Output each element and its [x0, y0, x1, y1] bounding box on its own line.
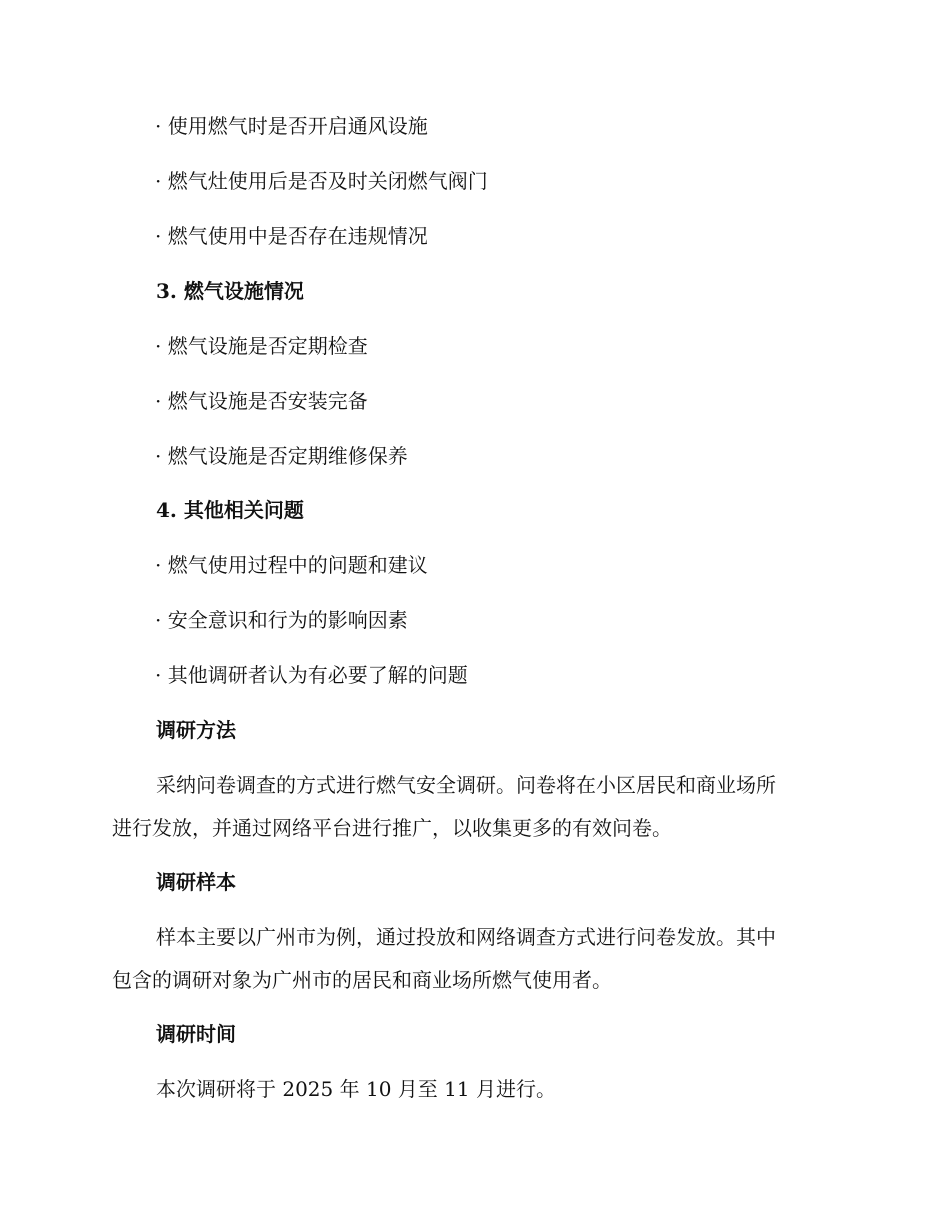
paragraph-line: 采纳问卷调查的方式进行燃气安全调研。问卷将在小区居民和商业场所: [156, 773, 776, 797]
list-item: · 燃气设施是否定期检查: [155, 334, 368, 358]
section-heading: 调研样本: [156, 870, 236, 894]
list-item: · 其他调研者认为有必要了解的问题: [155, 663, 468, 687]
list-item: · 燃气使用过程中的问题和建议: [155, 553, 428, 577]
section-heading: 4. 其他相关问题: [156, 498, 304, 522]
section-heading: 调研方法: [156, 718, 236, 742]
section-heading: 调研时间: [156, 1022, 236, 1046]
list-item: · 燃气设施是否定期维修保养: [155, 444, 408, 468]
list-item: · 燃气灶使用后是否及时关闭燃气阀门: [155, 169, 488, 193]
section-heading: 3. 燃气设施情况: [156, 279, 304, 303]
list-item: · 燃气使用中是否存在违规情况: [155, 224, 428, 248]
paragraph-line: 包含的调研对象为广州市的居民和商业场所燃气使用者。: [112, 968, 612, 992]
paragraph-line: 本次调研将于 2025 年 10 月至 11 月进行。: [156, 1077, 556, 1101]
list-item: · 燃气设施是否安装完备: [155, 389, 368, 413]
paragraph-line: 样本主要以广州市为例，通过投放和网络调查方式进行问卷发放。其中: [156, 925, 776, 949]
paragraph-line: 进行发放，并通过网络平台进行推广，以收集更多的有效问卷。: [112, 816, 672, 840]
list-item: · 安全意识和行为的影响因素: [155, 608, 408, 632]
list-item: · 使用燃气时是否开启通风设施: [155, 114, 428, 138]
